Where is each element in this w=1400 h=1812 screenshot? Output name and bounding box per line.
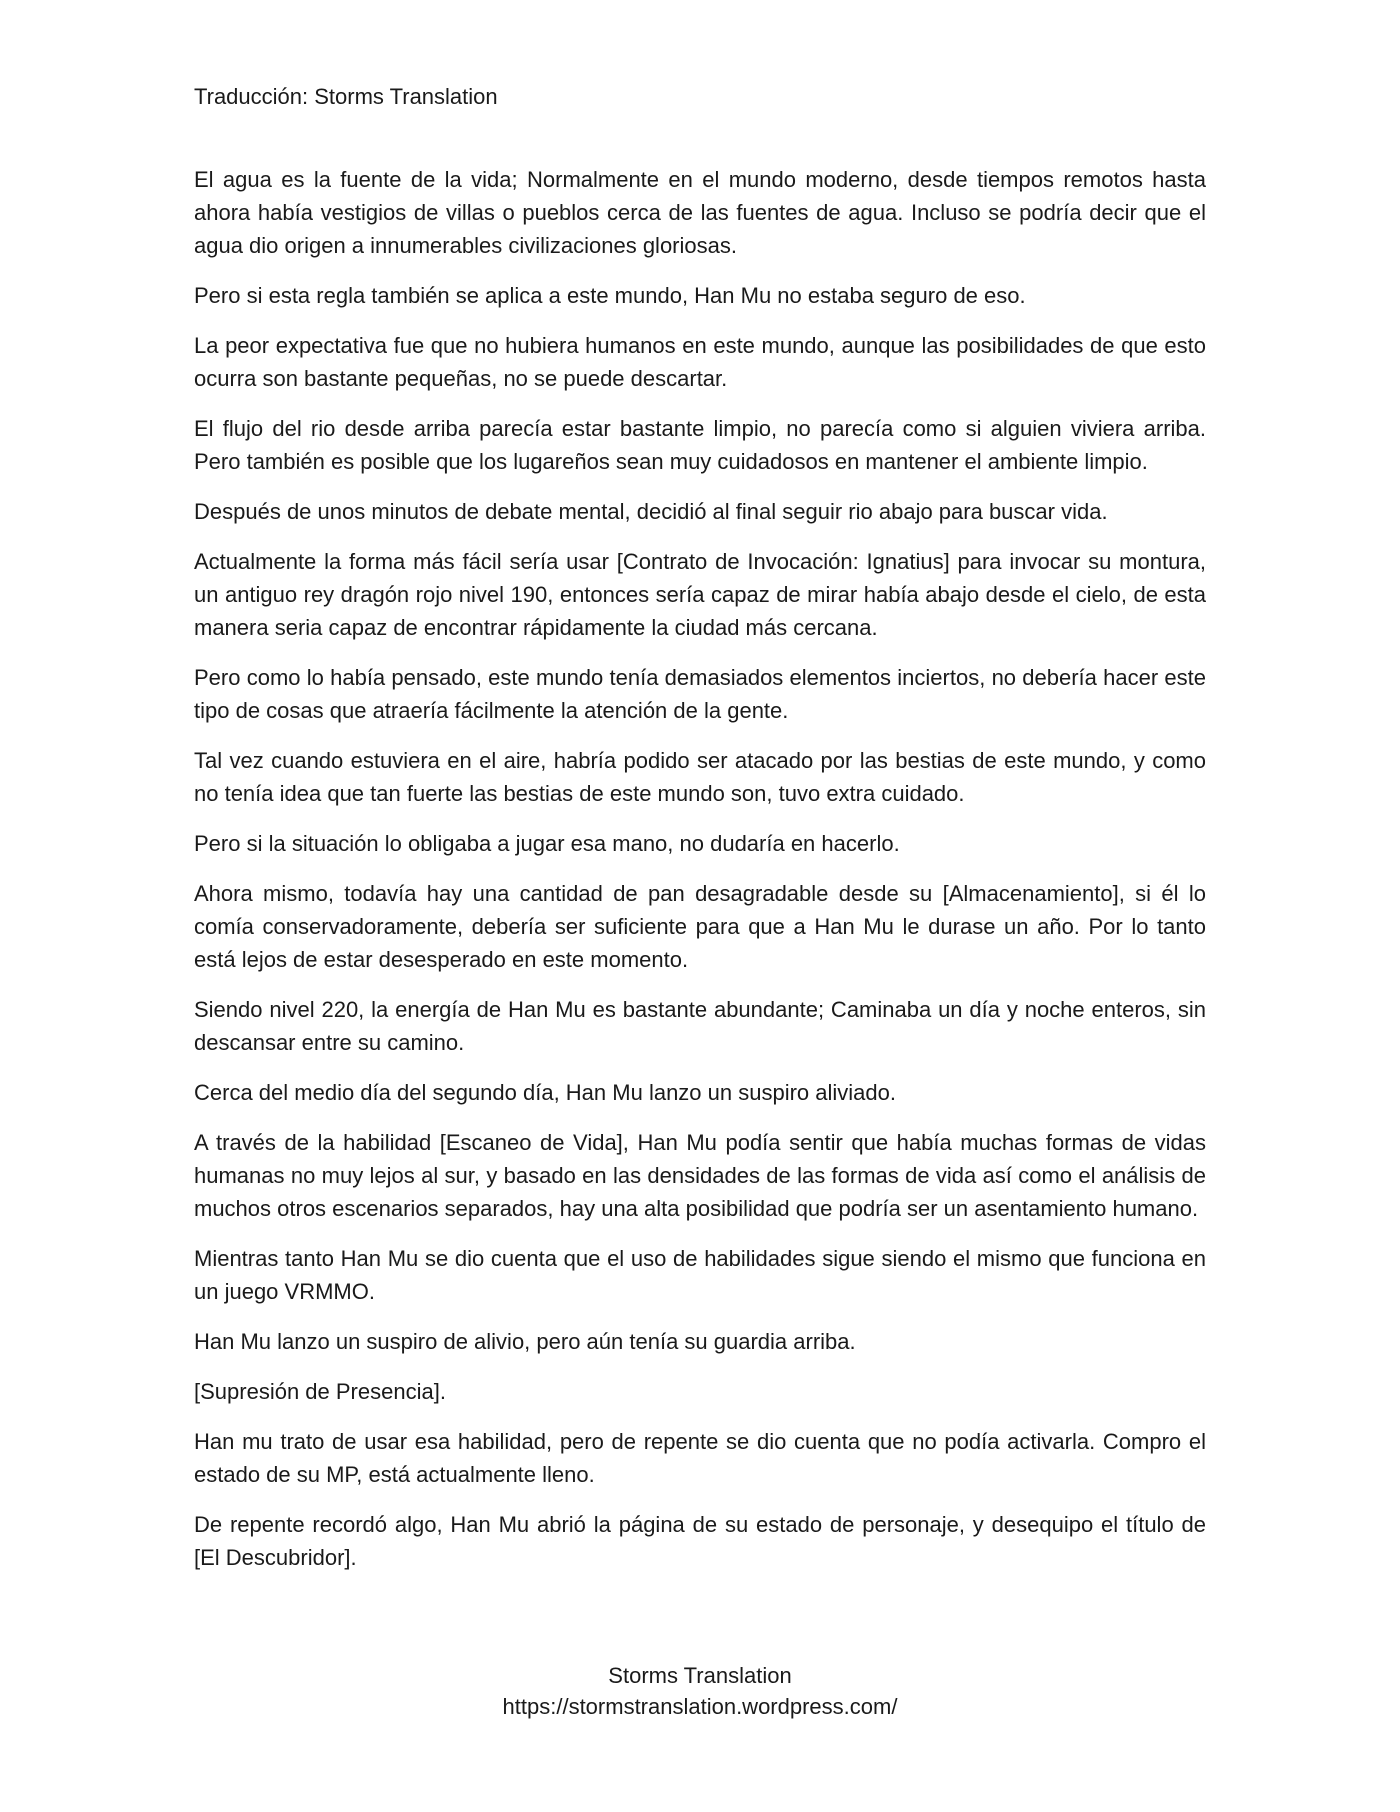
- paragraph: Pero si la situación lo obligaba a jugar esa mano, no dudaría en hacerlo.: [194, 831, 900, 856]
- document-body: [194, 163, 1206, 1591]
- paragraph: Tal vez cuando estuviera en el aire, habría podido ser atacado por las bestias de este mundo, y como no tenía idea que tan fuerte las bestias de este mundo son, tuvo extra cuidado.: [194, 748, 1206, 806]
- paragraph: Cerca del medio día del segundo día, Han Mu lanzo un suspiro aliviado.: [194, 1080, 896, 1105]
- paragraph: Pero como lo había pensado, este mundo tenía demasiados elementos inciertos, no debería hacer este tipo de cosas que atraería fácilmente la atención de la gente.: [194, 665, 1206, 723]
- paragraph: Actualmente la forma más fácil sería usar [Contrato de Invocación: Ignatius] para invocar su montura, un antiguo rey dragón rojo nivel 190, entonces sería capaz de mirar había abajo desde el cielo, de esta manera seria capaz de encontrar rápidamente la ciudad más cercana.: [194, 549, 1206, 640]
- paragraph: De repente recordó algo, Han Mu abrió la página de su estado de personaje, y desequipo el título de [El Descubridor].: [194, 1512, 1206, 1570]
- paragraph: A través de la habilidad [Escaneo de Vida], Han Mu podía sentir que había muchas formas de vidas humanas no muy lejos al sur, y basado en las densidades de las formas de vida así como el análisis de muchos otros escenarios separados, hay una alta posibilidad que podría ser un asentamiento humano.: [194, 1130, 1206, 1221]
- paragraph: El flujo del rio desde arriba parecía estar bastante limpio, no parecía como si alguien viviera arriba. Pero también es posible que los lugareños sean muy cuidadosos en mantener el ambiente limpio.: [194, 416, 1206, 474]
- footer-url: https://stormstranslation.wordpress.com/: [502, 1694, 898, 1719]
- paragraph: El agua es la fuente de la vida; Normalmente en el mundo moderno, desde tiempos remotos hasta ahora había vestigios de villas o pueblos cerca de las fuentes de agua. Incluso se podría decir que el agua dio origen a innumerables civilizaciones gloriosas.: [194, 167, 1206, 258]
- paragraph: La peor expectativa fue que no hubiera humanos en este mundo, aunque las posibilidades de que esto ocurra son bastante pequeñas, no se puede descartar.: [194, 333, 1206, 391]
- paragraph: Mientras tanto Han Mu se dio cuenta que el uso de habilidades sigue siendo el mismo que funciona en un juego VRMMO.: [194, 1246, 1206, 1304]
- paragraph: Han mu trato de usar esa habilidad, pero de repente se dio cuenta que no podía activarla. Compro el estado de su MP, está actualmente lleno.: [194, 1429, 1206, 1487]
- paragraph: Han Mu lanzo un suspiro de alivio, pero aún tenía su guardia arriba.: [194, 1329, 856, 1354]
- paragraph: Ahora mismo, todavía hay una cantidad de pan desagradable desde su [Almacenamiento], si él lo comía conservadoramente, debería ser suficiente para que a Han Mu le durase un año. Por lo tanto está lejos de estar desesperado en este momento.: [194, 881, 1206, 972]
- paragraph: Pero si esta regla también se aplica a este mundo, Han Mu no estaba seguro de eso.: [194, 283, 1026, 308]
- paragraph: [Supresión de Presencia].: [194, 1379, 446, 1404]
- footer-site-name: Storms Translation: [608, 1663, 792, 1688]
- page-footer: [0, 1660, 1400, 1722]
- paragraph: Después de unos minutos de debate mental, decidió al final seguir rio abajo para buscar vida.: [194, 499, 1108, 524]
- translation-credit: Traducción: Storms Translation: [194, 84, 498, 109]
- paragraph: Siendo nivel 220, la energía de Han Mu es bastante abundante; Caminaba un día y noche enteros, sin descansar entre su camino.: [194, 997, 1206, 1055]
